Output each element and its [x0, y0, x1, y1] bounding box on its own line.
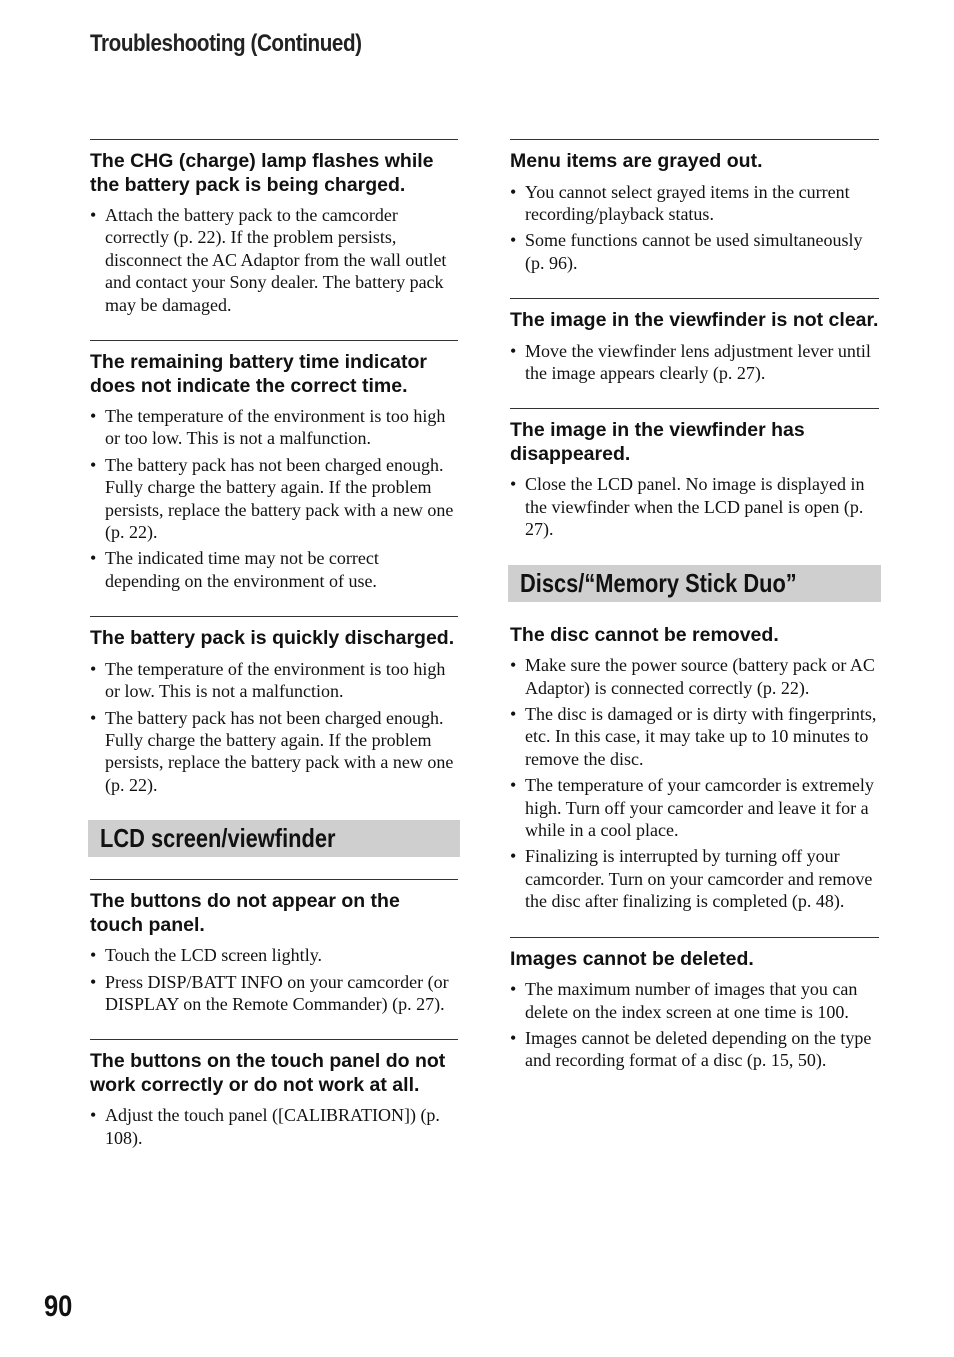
item-title: Menu items are grayed out. — [510, 150, 763, 172]
item-bullets — [510, 340, 879, 385]
right-column — [510, 139, 879, 1096]
bullet: • The battery pack has not been charged enough. Fully charge the battery again. If the problem persists, replace the battery pack with a new one (p. 22). — [90, 454, 458, 544]
bullet: • Press DISP/BATT INFO on your camcorder (or DISPLAY on the Remote Commander) (p. 27). — [90, 971, 458, 1016]
bullet: • The indicated time may not be correct depending on the environment of use. — [90, 547, 458, 592]
item-title: The image in the viewfinder is not clear. — [510, 309, 879, 332]
bullet: • Touch the LCD screen lightly. — [90, 944, 458, 966]
troubleshoot-item — [90, 340, 458, 592]
item-bullets — [510, 978, 879, 1072]
item-title: The buttons do not appear on the touch panel. — [90, 890, 400, 936]
section-title: Discs/“Memory Stick Duo” — [520, 567, 797, 598]
bullet: • You cannot select grayed items in the current recording/playback status. — [510, 181, 879, 226]
left-column — [90, 139, 458, 1173]
bullet: • The battery pack has not been charged enough. Fully charge the battery again. If the problem persists, replace the battery pack with a new one (p. 22). — [90, 707, 458, 797]
running-head: Troubleshooting (Continued) — [90, 30, 362, 57]
bullet: • Make sure the power source (battery pack or AC Adaptor) is connected correctly (p. 22). — [510, 654, 879, 699]
troubleshoot-item — [90, 879, 458, 1015]
bullet: • Close the LCD panel. No image is displayed in the viewfinder when the LCD panel is open (p. 27). — [510, 473, 879, 540]
item-bullets — [90, 944, 458, 1015]
section-heading-lcd — [88, 820, 460, 857]
troubleshoot-item — [90, 616, 458, 796]
bullet: • Move the viewfinder lens adjustment lever until the image appears clearly (p. 27). — [510, 340, 879, 385]
bullet: • The temperature of your camcorder is extremely high. Turn off your camcorder and leave it for a while in a cool place. — [510, 774, 879, 841]
item-bullets — [510, 181, 879, 275]
bullet: • The maximum number of images that you can delete on the index screen at one time is 100. — [510, 978, 879, 1023]
item-bullets — [90, 405, 458, 592]
bullet: • Some functions cannot be used simultaneously (p. 96). — [510, 229, 879, 274]
troubleshoot-item — [510, 937, 879, 1072]
troubleshoot-item — [510, 139, 879, 274]
item-bullets — [510, 654, 879, 912]
page-number: 90 — [44, 1290, 73, 1323]
bullet: • The temperature of the environment is too high or low. This is not a malfunction. — [90, 658, 458, 703]
section-heading-discs — [508, 565, 881, 602]
item-title: The battery pack is quickly discharged. — [90, 627, 455, 650]
item-bullets — [510, 473, 879, 540]
troubleshoot-item — [510, 298, 879, 384]
bullet: • Adjust the touch panel ([CALIBRATION]) (p. 108). — [90, 1104, 458, 1149]
item-title: Images cannot be deleted. — [510, 947, 754, 970]
item-bullets — [90, 658, 458, 796]
item-bullets — [90, 1104, 458, 1149]
item-title: The image in the viewfinder has disappeared. — [510, 419, 805, 465]
item-title: The disc cannot be removed. — [510, 623, 779, 646]
bullet: • The disc is damaged or is dirty with fingerprints, etc. In this case, it may take up to 10 minutes to remove the disc. — [510, 703, 879, 770]
item-title: The CHG (charge) lamp flashes while the battery pack is being charged. — [90, 150, 434, 196]
section-title: LCD screen/viewfinder — [100, 823, 336, 854]
item-title: The buttons on the touch panel do not work correctly or do not work at all. — [90, 1050, 446, 1096]
troubleshoot-item — [90, 1039, 458, 1149]
troubleshoot-item — [90, 139, 458, 316]
bullet: • Images cannot be deleted depending on the type and recording format of a disc (p. 15, 50). — [510, 1027, 879, 1072]
bullet: • Attach the battery pack to the camcorder correctly (p. 22). If the problem persists, disconnect the AC Adaptor from the wall outlet and contact your Sony dealer. The battery pack may be damaged. — [90, 204, 458, 316]
troubleshoot-item — [510, 408, 879, 540]
bullet: • The temperature of the environment is too high or too low. This is not a malfunction. — [90, 405, 458, 450]
item-title: The remaining battery time indicator does not indicate the correct time. — [90, 351, 427, 397]
item-bullets — [90, 204, 458, 316]
bullet: • Finalizing is interrupted by turning off your camcorder. Turn on your camcorder and remove the disc after finalizing is completed (p. 48). — [510, 845, 879, 912]
troubleshoot-item — [510, 624, 879, 913]
